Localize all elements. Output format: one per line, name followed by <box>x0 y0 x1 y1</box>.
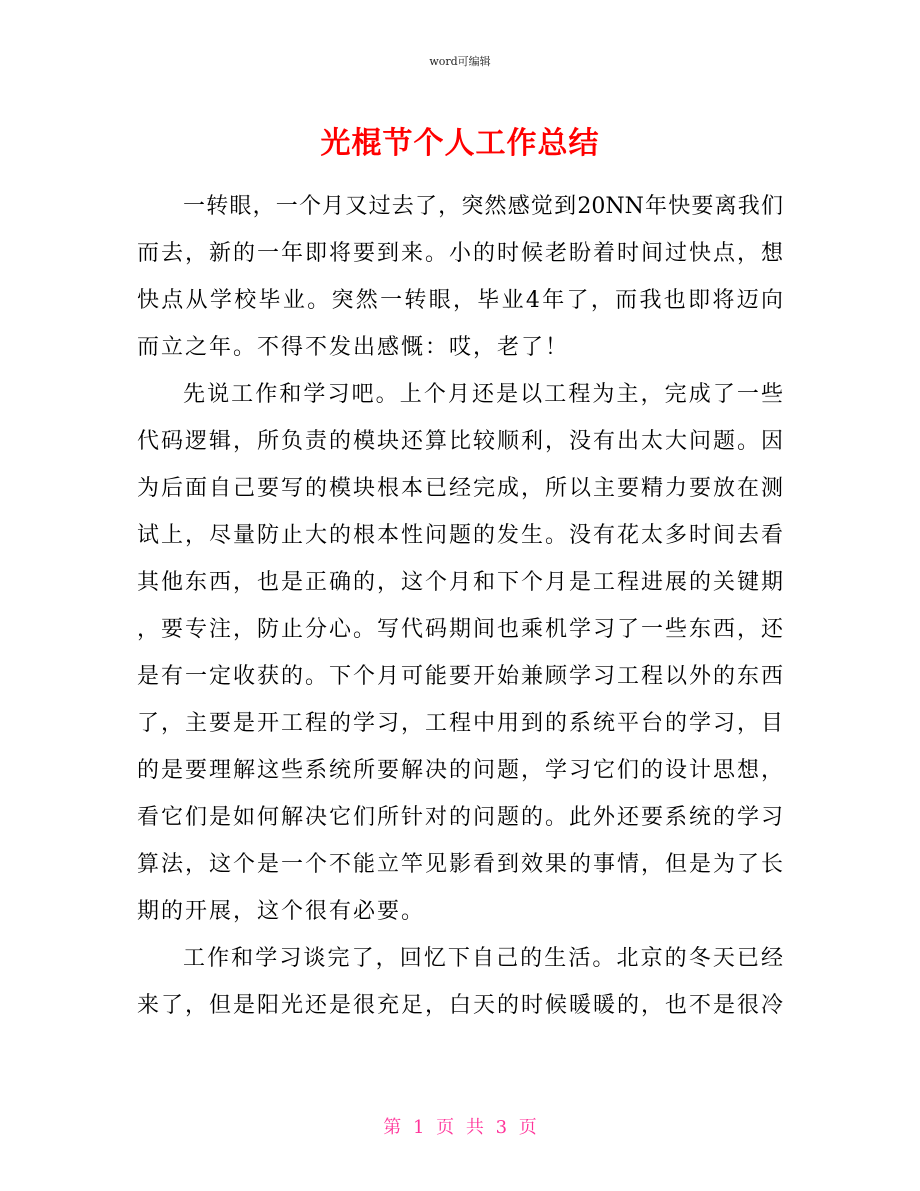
text-line: 快点从学校毕业。突然一转眼，毕业4年了，而我也即将迈向 <box>137 288 783 313</box>
document-title: 光棍节个人工作总结 <box>320 126 600 161</box>
text-line: 期的开展，这个很有必要。 <box>137 899 426 924</box>
text-line: 代码逻辑，所负责的模块还算比较顺利，没有出太大问题。因 <box>137 429 783 454</box>
text-line: 工作和学习谈完了，回忆下自己的生活。北京的冬天已经 <box>183 946 783 971</box>
text-line: ，要专注，防止分心。写代码期间也乘机学习了一些东西，还 <box>137 617 783 642</box>
text-line: 算法，这个是一个不能立竿见影看到效果的事情，但是为了长 <box>137 852 783 877</box>
text-line: 看它们是如何解决它们所针对的问题的。此外还要系统的学习 <box>137 805 783 830</box>
text-line: 而去，新的一年即将要到来。小的时候老盼着时间过快点，想 <box>137 241 783 266</box>
text-line: 为后面自己要写的模块根本已经完成，所以主要精力要放在测 <box>137 476 783 501</box>
page-footer: 第 1 页 共 3 页 <box>383 1117 537 1138</box>
text-line: 先说工作和学习吧。上个月还是以工程为主，完成了一些 <box>183 382 783 407</box>
text-line: 试上，尽量防止大的根本性问题的发生。没有花太多时间去看 <box>137 523 783 548</box>
text-line: 而立之年。不得不发出感慨：哎，老了！ <box>137 335 570 360</box>
text-line: 一转眼，一个月又过去了，突然感觉到20NN年快要离我们 <box>183 194 783 219</box>
text-line: 了，主要是开工程的学习，工程中用到的系统平台的学习，目 <box>137 711 783 736</box>
page-header: word可编辑 <box>429 55 491 68</box>
text-line: 的是要理解这些系统所要解决的问题，学习它们的设计思想， <box>137 758 783 783</box>
text-line: 来了，但是阳光还是很充足，白天的时候暖暖的，也不是很冷 <box>137 993 783 1018</box>
text-line: 是有一定收获的。下个月可能要开始兼顾学习工程以外的东西 <box>137 664 783 689</box>
text-line: 其他东西，也是正确的，这个月和下个月是工程进展的关键期 <box>137 570 783 595</box>
